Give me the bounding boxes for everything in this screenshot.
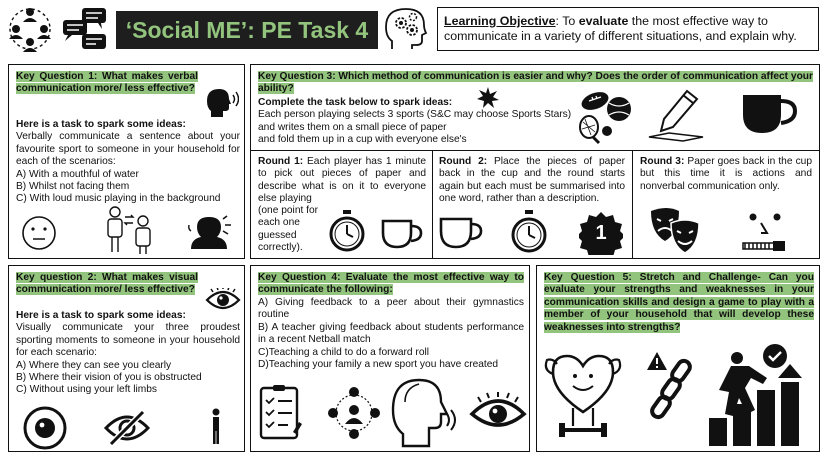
badge-number-icon: [579, 211, 623, 255]
round-3-box: [633, 150, 820, 259]
objective-bold: evaluate: [578, 14, 629, 28]
cup-outline-icon: [439, 217, 485, 251]
badge-number-text: 1: [595, 221, 607, 244]
standing-figure-icon: [209, 408, 223, 446]
shouting-head-icon: [391, 374, 459, 448]
learning-objective-box: [437, 7, 819, 51]
q2-task-heading: Here is a task to spark some ideas:: [16, 310, 186, 321]
q2-scenario-a: A) Where they can see you clearly: [16, 359, 172, 371]
network-people-icon: [325, 384, 383, 442]
round-1-box: [251, 150, 433, 259]
head-gears-icon: [384, 5, 434, 55]
q1-scenario-c: C) With loud music playing in the background: [16, 193, 221, 205]
speaking-head-icon: [205, 87, 239, 119]
round-1-label: Round 1:: [258, 156, 304, 167]
key-question-1-panel: [8, 64, 245, 259]
q1-task-heading: Here is a task to spark some ideas:: [16, 119, 186, 130]
round-2-text: Place the pieces of paper back in the cup and the round starts again but each must be summarised into one word, rather than a description.: [439, 156, 625, 205]
theatre-masks-icon: [649, 205, 701, 255]
cup-icon: [739, 91, 799, 137]
q4-item-b: B) A teacher giving feedback about students performance in a recent Netball match: [258, 321, 524, 346]
zipped-mouth-icon: [737, 211, 789, 255]
header-people-icon: [6, 4, 54, 54]
back-to-back-icon: [103, 205, 155, 255]
objective-part2: the most effective way to communicate in a variety of different situations, and explain why.: [444, 14, 797, 43]
round-3-text: Paper goes back in the cup but this time it is actions and nonverbal communication only.: [640, 156, 812, 192]
q4-item-d: D)Teaching your family a new sport you have created: [258, 359, 499, 371]
noise-head-icon: [187, 213, 235, 251]
key-question-5-panel: [536, 265, 820, 452]
page-title: [116, 11, 378, 49]
key-question-1-text: Key Question 1: What makes verbal communication more/ less effective?: [16, 71, 198, 95]
star-burst-icon: [477, 87, 499, 109]
warning-chain-icon: [647, 350, 703, 420]
round-3-label: Round 3:: [640, 156, 685, 167]
round-1-note: (one point for each one guessed correctly).: [258, 205, 319, 254]
round-1-text: Each player has 1 minute to pick out pieces of paper and describe what is on it to everyone else playing: [258, 156, 426, 205]
q3-line-2: and writes them on a small piece of paper: [258, 121, 447, 133]
learning-objective-label: Learning Objective: [444, 14, 556, 28]
chat-bubbles-icon: [60, 6, 110, 52]
cup-small-icon: [381, 219, 425, 251]
q1-scenario-a: A) With a mouthful of water: [16, 168, 139, 180]
q2-scenario-c: C) Without using your left limbs: [16, 384, 157, 396]
key-question-2-panel: [8, 265, 245, 452]
pen-paper-icon: [647, 87, 705, 143]
q1-scenario-b: B) Whilst not facing them: [16, 181, 130, 193]
key-question-4-text: Key Question 4: Evaluate the most effective way to communicate the following:: [258, 272, 524, 296]
key-question-5-text: Key Question 5: Stretch and Challenge- Can you evaluate your strengths and weaknesses in your communication skills and design a game to play with a member of your household that will develop these weaknesses into strengths?: [544, 272, 814, 333]
sports-balls-icon: [573, 87, 635, 145]
q4-item-a: A) Giving feedback to a peer about their gymnastics routine: [258, 297, 524, 321]
key-question-2-text: Key question 2: What makes visual communication more/ less effective?: [16, 272, 198, 296]
q2-task-text: Visually communicate your three proudest sporting moments to someone in your household for each scenario:: [16, 322, 240, 359]
key-question-4-panel: [250, 265, 530, 452]
eye-slash-icon: [103, 408, 151, 448]
page-title-text: ‘Social ME’: PE Task 4: [125, 16, 369, 43]
stopwatch-2-icon: [509, 209, 549, 255]
key-question-3-text: Key Question 3: Which method of communication is easier and why? Does the order of communication affect your ability?: [258, 71, 813, 95]
round-2-box: [433, 150, 633, 259]
q1-task-text: Verbally communicate a sentence about your favourite sport to someone in your household for each of the scenarios:: [16, 131, 240, 168]
stopwatch-icon: [327, 209, 367, 253]
climbing-stairs-icon: [703, 338, 813, 448]
eye-target-icon: [23, 406, 67, 450]
eye-large-icon: [469, 392, 527, 432]
key-question-3-panel: [250, 64, 820, 259]
q3-task-heading: Complete the task below to spark ideas:: [258, 97, 453, 108]
q3-line-3: and fold them up in a cup with everyone else's: [258, 134, 467, 146]
checklist-icon: [259, 384, 303, 442]
neutral-face-icon: [21, 215, 57, 251]
eye-icon: [205, 288, 241, 312]
q4-item-c: C)Teaching a child to do a forward roll: [258, 346, 430, 358]
objective-part1: : To: [555, 14, 579, 28]
q2-scenario-b: B) Where their vision of you is obstructed: [16, 372, 202, 384]
q3-line-1: Each person playing selects 3 sports (S&C may choose Sports Stars): [258, 109, 572, 121]
round-2-label: Round 2:: [439, 156, 488, 167]
strong-heart-icon: [543, 346, 623, 440]
